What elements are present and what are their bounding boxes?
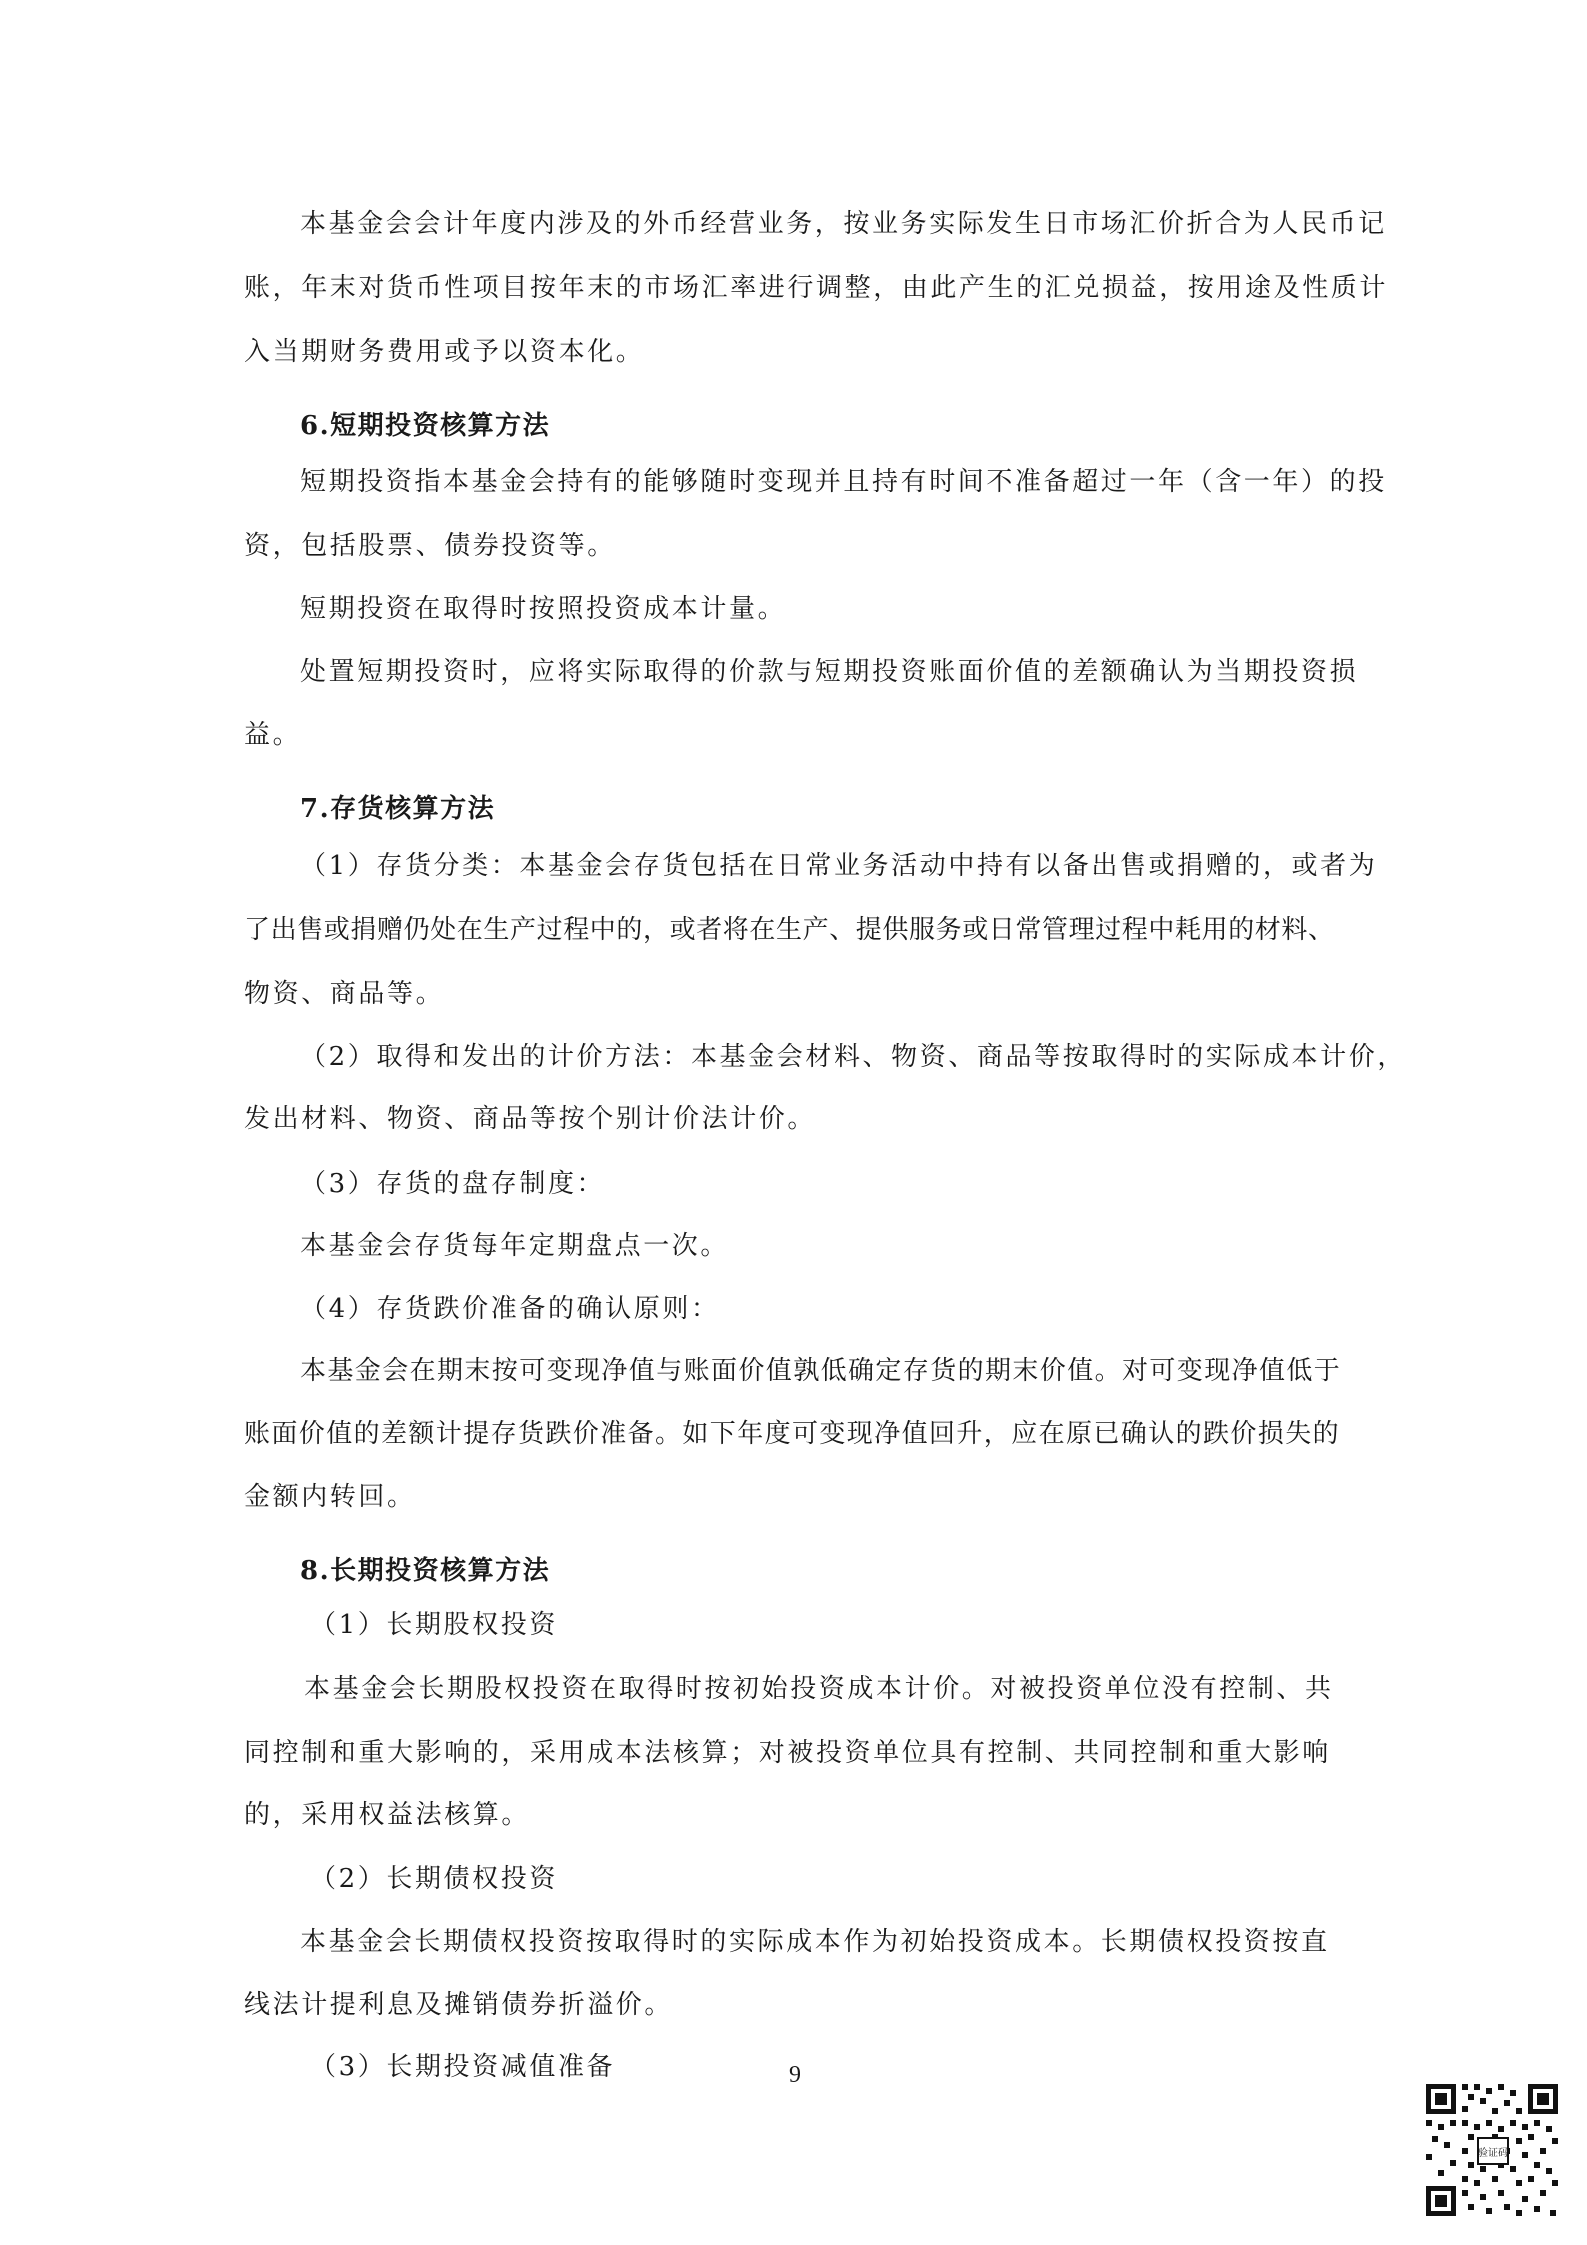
body-text-line: 本基金会长期债权投资按取得时的实际成本作为初始投资成本。长期债权投资按直 (300, 1927, 1330, 1957)
body-text-line: 发出材料、物资、商品等按个别计价法计价。 (244, 1104, 817, 1134)
body-text-line: （3）存货的盘存制度： (300, 1169, 606, 1199)
body-text-line: 的，采用权益法核算。 (244, 1800, 531, 1830)
qr-code-icon (1422, 2080, 1562, 2220)
body-text-line: 本基金会在期末按可变现净值与账面价值孰低确定存货的期末价值。对可变现净值低于 (300, 1356, 1342, 1386)
body-text-line: 同控制和重大影响的，采用成本法核算；对被投资单位具有控制、共同控制和重大影响 (244, 1738, 1331, 1768)
section-heading: 8.长期投资核算方法 (300, 1556, 551, 1586)
body-text-line: 入当期财务费用或予以资本化。 (244, 337, 645, 367)
section-heading: 7.存货核算方法 (300, 794, 496, 824)
body-text-line: （3）长期投资减值准备 (310, 2052, 616, 2082)
body-text-line: 益。 (244, 720, 302, 750)
body-text-line: （1）长期股权投资 (310, 1610, 558, 1640)
body-text-line: 账面价值的差额计提存货跌价准备。如下年度可变现净值回升，应在原已确认的跌价损失的 (244, 1419, 1341, 1449)
body-text-line: 金额内转回。 (244, 1482, 416, 1512)
body-text-line: （1）存货分类：本基金会存货包括在日常业务活动中持有以备出售或捐赠的，或者为 (300, 851, 1378, 881)
qr-code-label: 验证码 (1478, 2148, 1508, 2159)
body-text-line: 本基金会长期股权投资在取得时按初始投资成本计价。对被投资单位没有控制、共 (304, 1674, 1334, 1704)
body-text-line: 处置短期投资时，应将实际取得的价款与短期投资账面价值的差额确认为当期投资损 (300, 657, 1359, 687)
body-text-line: （2）取得和发出的计价方法：本基金会材料、物资、商品等按取得时的实际成本计价， (300, 1042, 1406, 1072)
body-text-line: （4）存货跌价准备的确认原则： (300, 1294, 720, 1324)
body-text-line: 短期投资指本基金会持有的能够随时变现并且持有时间不准备超过一年（含一年）的投 (300, 467, 1387, 497)
body-text-line: （2）长期债权投资 (310, 1864, 558, 1894)
body-text-line: 物资、商品等。 (244, 979, 445, 1009)
body-text-line: 账，年末对货币性项目按年末的市场汇率进行调整，由此产生的汇兑损益，按用途及性质计 (244, 273, 1389, 303)
body-text-line: 本基金会会计年度内涉及的外币经营业务，按业务实际发生日市场汇价折合为人民币记 (300, 209, 1387, 239)
body-text-line: 本基金会存货每年定期盘点一次。 (300, 1231, 730, 1261)
body-text-line: 了出售或捐赠仍处在生产过程中的，或者将在生产、提供服务或日常管理过程中耗用的材料、 (244, 915, 1335, 945)
page-number: 9 (789, 2062, 801, 2088)
body-text-line: 短期投资在取得时按照投资成本计量。 (300, 594, 787, 624)
body-text-line: 线法计提利息及摊销债券折溢价。 (244, 1990, 674, 2020)
body-text-line: 资，包括股票、债券投资等。 (244, 531, 616, 561)
section-heading: 6.短期投资核算方法 (300, 411, 551, 441)
